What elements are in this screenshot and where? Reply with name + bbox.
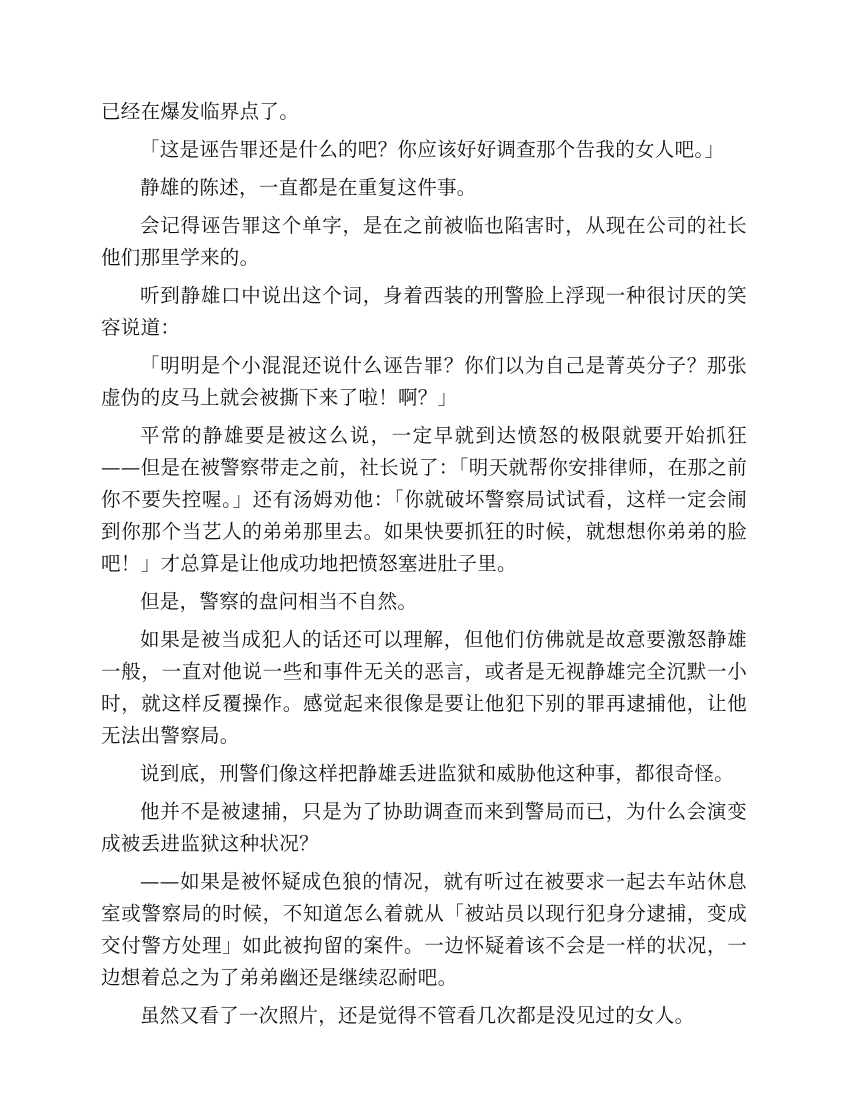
paragraph: 会记得诬告罪这个单字，是在之前被临也陷害时，从现在公司的社长他们那里学来的。 (101, 214, 747, 269)
paragraph: 虽然又看了一次照片，还是觉得不管看几次都是没见过的女人。 (140, 1004, 695, 1027)
document-body (101, 96, 747, 1038)
paragraph: 「明明是个小混混还说什么诬告罪？你们以为自己是菁英分子？那张虚伪的皮马上就会被撕下来了啦！啊？」 (101, 354, 747, 409)
paragraph: 听到静雄口中说出这个词，身着西装的刑警脸上浮现一种很讨厌的笑容说道： (101, 284, 747, 339)
paragraph: 平常的静雄要是被这么说，一定早就到达愤怒的极限就要开始抓狂——但是在被警察带走之前，社长说了：「明天就帮你安排律师，在那之前你不要失控喔。」还有汤姆劝他：「你就破坏警察局试试看，这样一定会闹到你那个当艺人的弟弟那里去。如果快要抓狂的时候，就想想你弟弟的脸吧！」才总算是让他成功地把愤怒塞进肚子里。 (101, 424, 747, 575)
paragraph: ——如果是被怀疑成色狼的情况，就有听过在被要求一起去车站休息室或警察局的时候，不知道怎么着就从「被站员以现行犯身分逮捕，变成交付警方处理」如此被拘留的案件。一边怀疑着该不会是一样的状况，一边想着总之为了弟弟幽还是继续忍耐吧。 (101, 870, 747, 989)
paragraph: 但是，警察的盘问相当不自然。 (140, 590, 418, 613)
paragraph: 说到底，刑警们像这样把静雄丢进监狱和威胁他这种事，都很奇怪。 (140, 762, 735, 785)
paragraph: 如果是被当成犯人的话还可以理解，但他们仿佛就是故意要激怒静雄一般，一直对他说一些和事件无关的恶言，或者是无视静雄完全沉默一小时，就这样反覆操作。感觉起来很像是要让他犯下别的罪再逮捕他，让他无法出警察局。 (101, 628, 747, 747)
paragraph: 已经在爆发临界点了。 (101, 100, 300, 123)
paragraph: 静雄的陈述，一直都是在重复这件事。 (140, 176, 477, 199)
paragraph: 他并不是被逮捕，只是为了协助调查而来到警局而已，为什么会演变成被丢进监狱这种状况？ (101, 800, 747, 855)
paragraph: 「这是诬告罪还是什么的吧？你应该好好调查那个告我的女人吧。」 (140, 138, 725, 161)
